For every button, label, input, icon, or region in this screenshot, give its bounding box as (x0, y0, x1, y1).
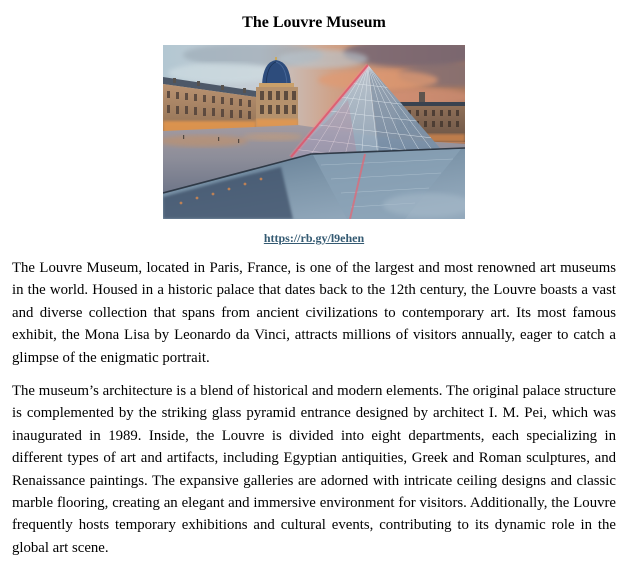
image-source-link[interactable]: https://rb.gy/l9ehen (263, 231, 365, 245)
image-source-row (12, 230, 616, 246)
paragraph-1: The Louvre Museum, located in Paris, France, is one of the largest and most renowned art museums in the world. Housed in a historic palace that dates back to the 12th century, the Louvre boasts a vast and diverse collection that spans from ancient civilizations to contemporary art. Its most famous exhibit, the Mona Lisa by Leonardo da Vinci, attracts millions of visitors annually, eager to catch a glimpse of the enigmatic portrait. (12, 260, 616, 366)
louvre-figure (12, 45, 616, 219)
paragraph-2: The museum’s architecture is a blend of historical and modern elements. The original palace structure is complemented by the striking glass pyramid entrance designed by architect I. M. Pei, which was inaugurated in 1989. Inside, the Louvre is divided into eight departments, each specializing in different types of art and artifacts, including Egyptian antiquities, Greek and Roman sculptures, and Renaissance paintings. The expansive galleries are adorned with intricate ceiling designs and classic marble flooring, creating an elegant and immersive environment for visitors. Additionally, the Louvre frequently hosts temporary exhibitions and cultural events, contributing to its dynamic role in the global art scene. (12, 383, 616, 556)
document-title: The Louvre Museum (242, 14, 386, 31)
louvre-museum-photo (163, 45, 465, 219)
